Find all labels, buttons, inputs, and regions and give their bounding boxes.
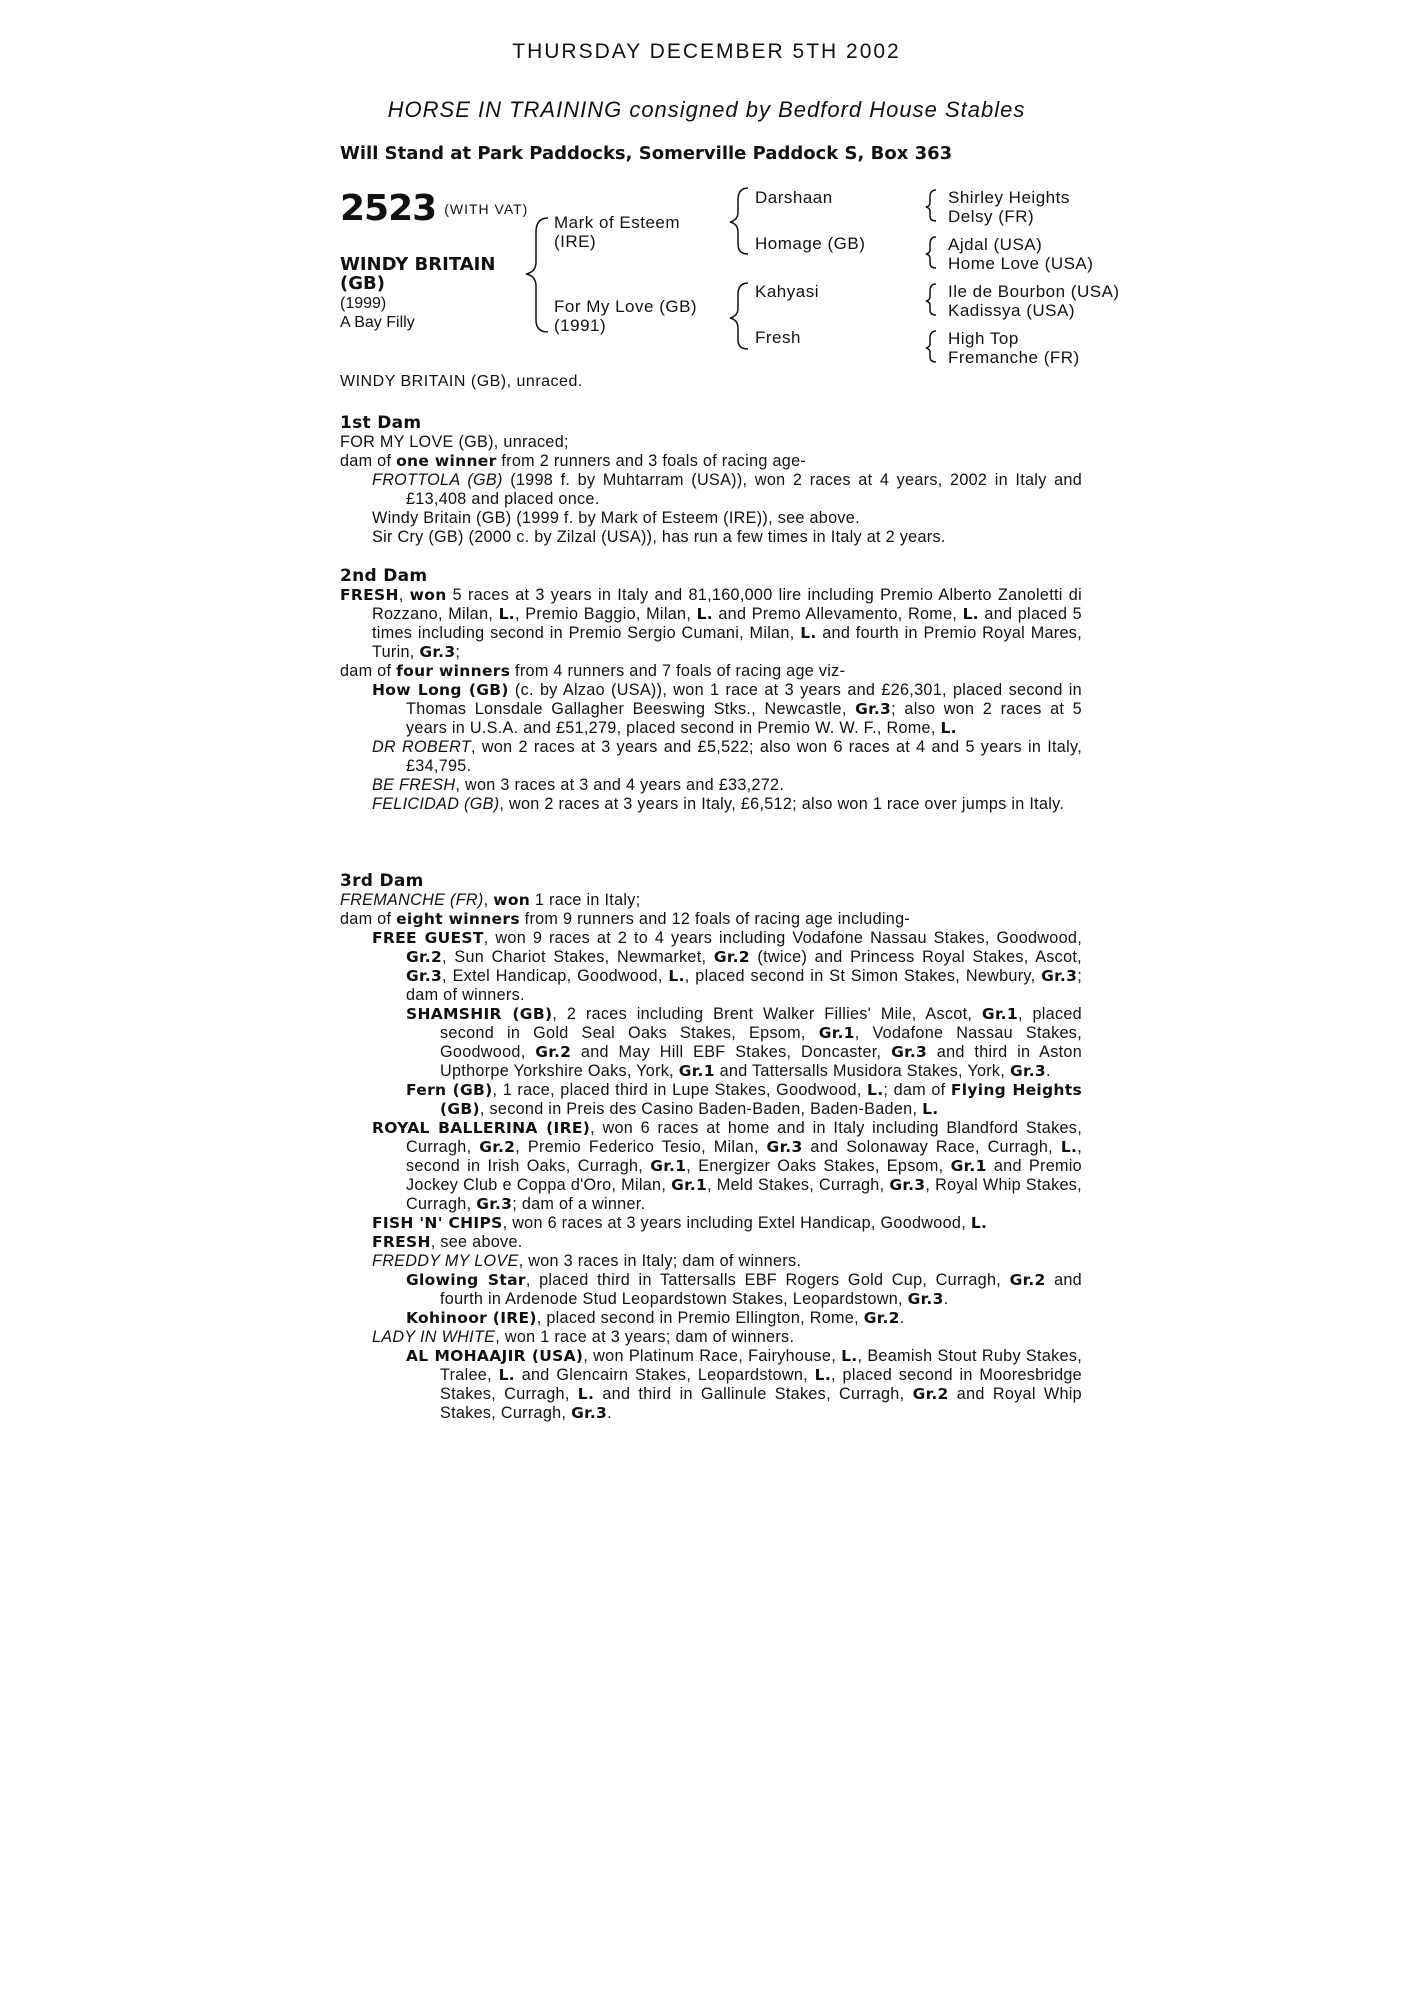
- pedigree-ggs4: High Top: [948, 329, 1019, 348]
- main-bracket: [526, 218, 548, 332]
- second-dam-produce-summary: dam of four winners from 4 runners and 7 foals of racing age viz-: [340, 662, 846, 680]
- produce-lady-in-white: LADY IN WHITE, won 1 race at 3 years; dam of winners.: [372, 1328, 795, 1346]
- pedigree-sire-sire: Darshaan: [755, 188, 833, 207]
- pedigree-dam: For My Love (GB) (1991): [554, 297, 698, 335]
- produce-fish-n-chips: FISH 'N' CHIPS, won 6 races at 3 years including Extel Handicap, Goodwood, L.: [372, 1214, 988, 1232]
- produce-fresh: FRESH, see above.: [372, 1233, 523, 1251]
- pedigree-ggs2: Ajdal (USA): [948, 235, 1043, 254]
- produce-royal-ballerina: ROYAL BALLERINA (IRE), won 6 races at home and in Italy including Blandford Stakes, Curragh, Gr.2, Premio Federico Tesio, Milan, Gr.3 and Solonaway Race, Curragh, L., second in Irish Oaks, Curragh, Gr.1, Energizer Oaks Stakes, Epsom, Gr.1 and Premio Jockey Club e Coppa d'Oro, Milan, Gr.1, Meld Stakes, Curragh, Gr.3, Royal Whip Stakes, Curragh, Gr.3; dam of a winner.: [372, 1119, 1082, 1213]
- produce-frottola: FROTTOLA (GB) (1998 f. by Muhtarram (USA)), won 2 races at 4 years, 2002 in Italy and £13,408 and placed once.: [372, 471, 1082, 508]
- produce-be-fresh: BE FRESH, won 3 races at 3 and 4 years and £33,272.: [372, 776, 785, 794]
- pedigree-ggd2: Home Love (USA): [948, 254, 1094, 273]
- consignment-line: HORSE IN TRAINING consigned by Bedford House Stables: [387, 97, 1026, 122]
- pedigree-ggs3: Ile de Bourbon (USA): [948, 282, 1120, 301]
- dam-bracket: [730, 283, 748, 349]
- second-dam-record: FRESH, won 5 races at 3 years in Italy and 81,160,000 lire including Premio Alberto Zanoletti di Rozzano, Milan, L., Premio Baggio, Milan, L. and Premo Allevamento, Rome, L. and placed 5 times including second in Premio Sergio Cumani, Milan, L. and fourth in Premio Royal Mares, Turin, Gr.3;: [340, 586, 1082, 661]
- produce-fern: Fern (GB), 1 race, placed third in Lupe Stakes, Goodwood, L.; dam of Flying Heights (GB), second in Preis des Casino Baden-Baden, Baden-Baden, L.: [406, 1081, 1082, 1118]
- lot-number: 2523: [340, 188, 437, 229]
- third-dam-heading: 3rd Dam: [340, 871, 424, 891]
- produce-sir-cry: Sir Cry (GB) (2000 c. by Zilzal (USA)), has run a few times in Italy at 2 years.: [372, 528, 946, 546]
- pedigree-ggd3: Kadissya (USA): [948, 301, 1075, 320]
- produce-windy-britain: Windy Britain (GB) (1999 f. by Mark of Esteem (IRE)), see above.: [372, 509, 860, 527]
- produce-dr-robert: DR ROBERT, won 2 races at 3 years and £5,522; also won 6 races at 4 and 5 years in Italy, £34,795.: [372, 738, 1082, 775]
- sire-bracket: [730, 188, 748, 254]
- produce-kohinoor: Kohinoor (IRE), placed second in Premio Ellington, Rome, Gr.2.: [406, 1309, 905, 1327]
- produce-felicidad: FELICIDAD (GB), won 2 races at 3 years in Italy, £6,512; also won 1 race over jumps in Italy.: [372, 795, 1065, 813]
- pedigree-ggs1: Shirley Heights: [948, 188, 1070, 207]
- stand-location: Will Stand at Park Paddocks, Somerville Paddock S, Box 363: [340, 143, 953, 164]
- horse-description: A Bay Filly: [340, 314, 415, 331]
- pedigree-sire-dam: Homage (GB): [755, 234, 866, 253]
- produce-free-guest: FREE GUEST, won 9 races at 2 to 4 years including Vodafone Nassau Stakes, Goodwood, Gr.2, Sun Chariot Stakes, Newmarket, Gr.2 (twice) and Princess Royal Stakes, Ascot, Gr.3, Extel Handicap, Goodwood, L., placed second in St Simon Stakes, Newbury, Gr.3; dam of winners.: [372, 929, 1083, 1004]
- pedigree-dam-dam: Fresh: [755, 328, 801, 347]
- third-dam-record: FREMANCHE (FR), won 1 race in Italy;: [340, 891, 641, 909]
- produce-freddy-my-love: FREDDY MY LOVE, won 3 races in Italy; dam of winners.: [372, 1252, 802, 1270]
- first-dam-produce-summary: dam of one winner from 2 runners and 3 foals of racing age-: [340, 452, 807, 470]
- pedigree-dam-sire: Kahyasi: [755, 282, 819, 301]
- pedigree-sire: Mark of Esteem (IRE): [554, 213, 681, 251]
- second-dam-section: [340, 567, 1082, 814]
- pedigree-ggd4: Fremanche (FR): [948, 348, 1080, 367]
- horse-name: WINDY BRITAIN (GB): [340, 254, 496, 294]
- second-dam-heading: 2nd Dam: [340, 566, 428, 586]
- produce-shamshir: SHAMSHIR (GB), 2 races including Brent Walker Fillies' Mile, Ascot, Gr.1, placed second in Gold Seal Oaks Stakes, Epsom, Gr.1, Vodafone Nassau Stakes, Goodwood, Gr.2 and May Hill EBF Stakes, Doncaster, Gr.3 and third in Aston Upthorpe Yorkshire Oaks, York, Gr.1 and Tattersalls Musidora Stakes, York, Gr.3.: [406, 1005, 1082, 1080]
- produce-how-long: How Long (GB) (c. by Alzao (USA)), won 1 race at 3 years and £26,301, placed second in Thomas Lonsdale Gallagher Beeswing Stks., Newcastle, Gr.3; also won 2 races at 5 years in U.S.A. and £51,279, placed second in Premio W. W. F., Rome, L.: [372, 681, 1082, 737]
- first-dam-section: [340, 414, 1082, 547]
- third-dam-section: [340, 872, 1082, 1423]
- horse-year: (1999): [340, 295, 387, 312]
- third-dam-produce-summary: dam of eight winners from 9 runners and 12 foals of racing age including-: [340, 910, 911, 928]
- vat-note: (WITH VAT): [444, 201, 529, 217]
- produce-al-mohaajir: AL MOHAAJIR (USA), won Platinum Race, Fairyhouse, L., Beamish Stout Ruby Stakes, Tralee, L. and Glencairn Stakes, Leopardstown, L., placed second in Mooresbridge Stakes, Curragh, L. and third in Gallinule Stakes, Curragh, Gr.2 and Royal Whip Stakes, Curragh, Gr.3.: [406, 1347, 1083, 1422]
- sale-date: THURSDAY DECEMBER 5TH 2002: [512, 40, 901, 63]
- first-dam-heading: 1st Dam: [340, 413, 422, 433]
- first-dam-line: FOR MY LOVE (GB), unraced;: [340, 433, 569, 451]
- pedigree-ggd1: Delsy (FR): [948, 207, 1035, 226]
- produce-glowing-star: Glowing Star, placed third in Tattersalls EBF Rogers Gold Cup, Curragh, Gr.2 and fourth in Ardenode Stud Leopardstown Stakes, Leopardstown, Gr.3.: [406, 1271, 1082, 1308]
- horse-summary: WINDY BRITAIN (GB), unraced.: [340, 373, 583, 390]
